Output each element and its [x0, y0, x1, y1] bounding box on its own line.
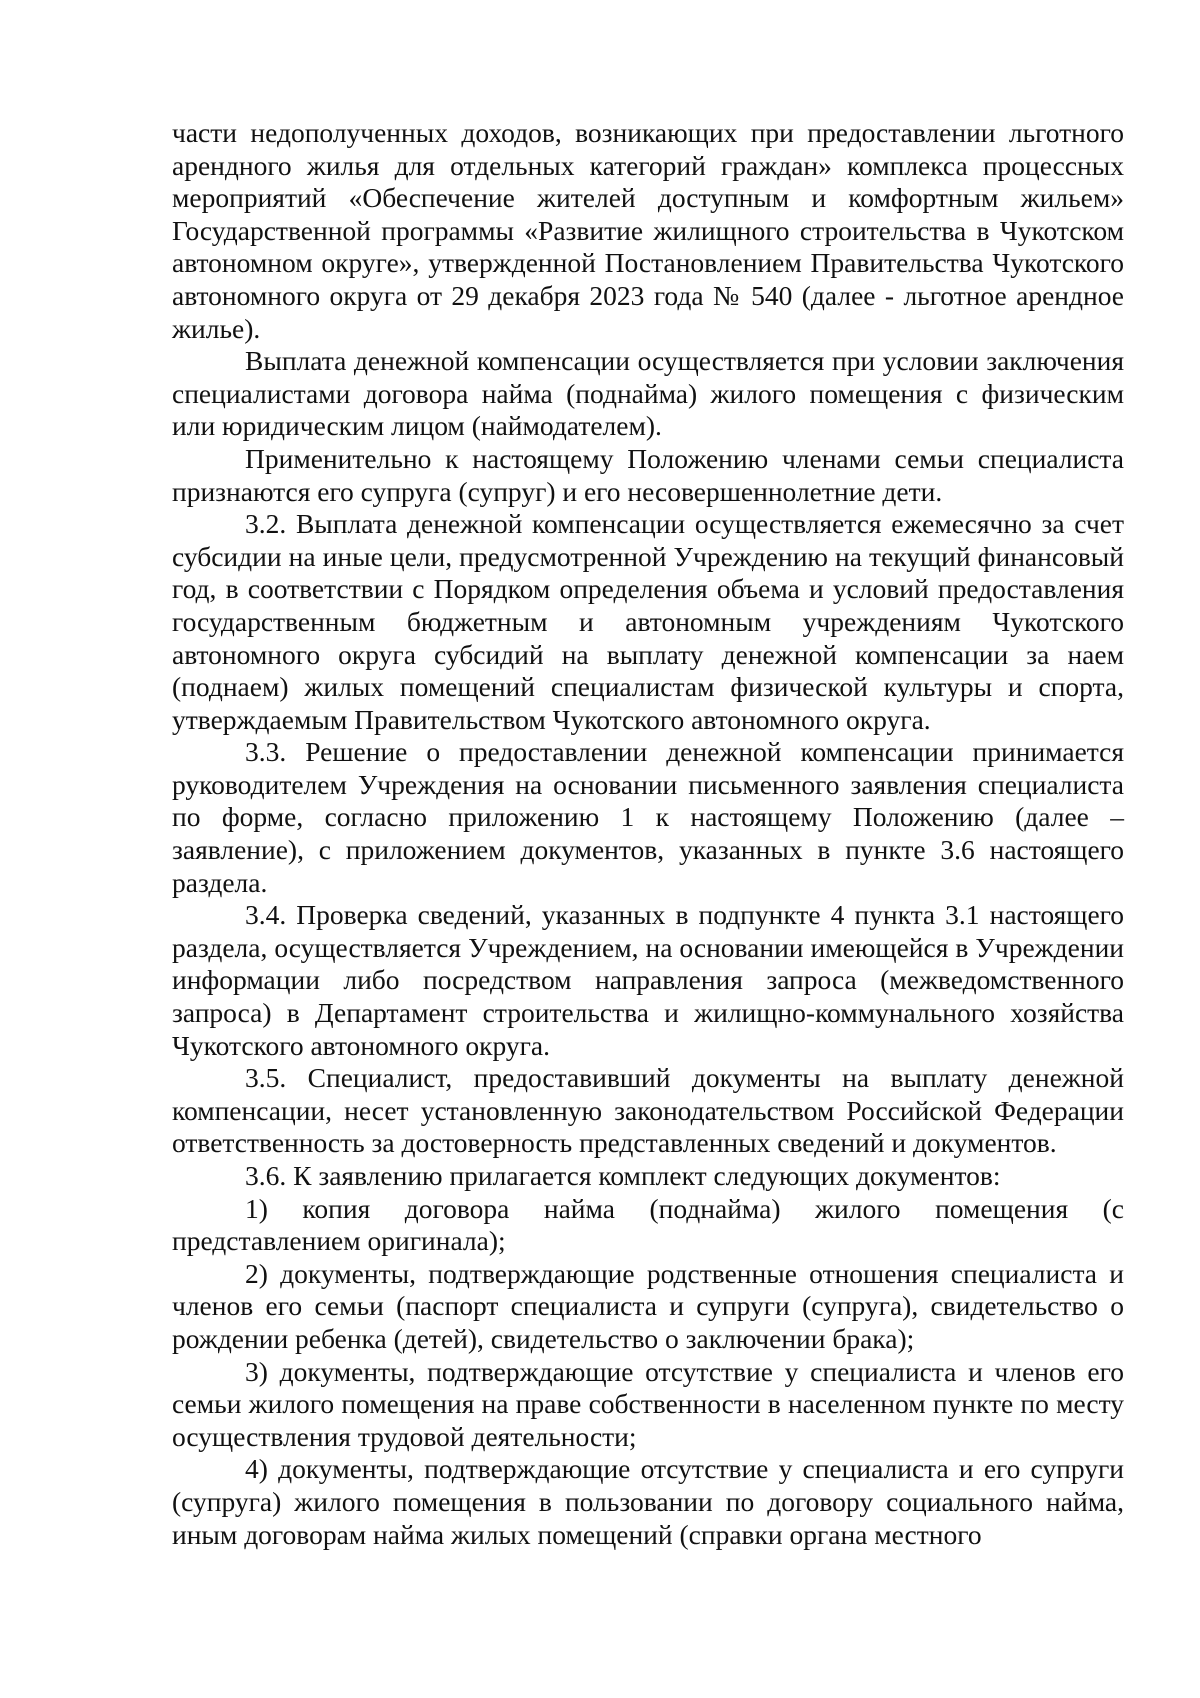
list-item-2: 2) документы, подтверждающие родственные отношения специалиста и членов его семьи (паспорт специалиста и супруги (супруга), свидетельство о рождении ребенка (детей), свидетельство о заключении брака);: [172, 1257, 1124, 1354]
list-item-1: 1) копия договора найма (поднайма) жилого помещения (с представлением оригинала);: [172, 1192, 1124, 1257]
paragraph-3-2: 3.2. Выплата денежной компенсации осуществляется ежемесячно за счет субсидии на иные цели, предусмотренной Учреждению на текущий финансовый год, в соответствии с Порядком определения объема и условий предоставления государственным бюджетным и автономным учреждениям Чукотского автономного округа субсидий на выплату денежной компенсации за наем (поднаем) жилых помещений специалистам физической культуры и спорта, утверждаемым Правительством Чукотского автономного округа.: [172, 508, 1124, 735]
document-page: [172, 117, 1124, 1551]
list-item-3: 3) документы, подтверждающие отсутствие у специалиста и членов его семьи жилого помещения на праве собственности в населенном пункте по месту осуществления трудовой деятельности;: [172, 1355, 1124, 1452]
paragraph-3-3: 3.3. Решение о предоставлении денежной компенсации принимается руководителем Учреждения на основании письменного заявления специалиста по форме, согласно приложению 1 к настоящему Положению (далее – заявление), с приложением документов, указанных в пункте 3.6 настоящего раздела.: [172, 736, 1124, 898]
list-item-4: 4) документы, подтверждающие отсутствие у специалиста и его супруги (супруга) жилого помещения в пользовании по договору социального найма, иным договорам найма жилых помещений (справки органа местного: [172, 1453, 1124, 1550]
paragraph-3-4: 3.4. Проверка сведений, указанных в подпункте 4 пункта 3.1 настоящего раздела, осуществляется Учреждением, на основании имеющейся в Учреждении информации либо посредством направления запроса (межведомственного запроса) в Департамент строительства и жилищно-коммунального хозяйства Чукотского автономного округа.: [172, 899, 1124, 1061]
paragraph-continuation: части недополученных доходов, возникающих при предоставлении льготного арендного жилья для отдельных категорий граждан» комплекса процессных мероприятий «Обеспечение жителей доступным и комфортным жильем» Государственной программы «Развитие жилищного строительства в Чукотском автономном округе», утвержденной Постановлением Правительства Чукотского автономного округа от 29 декабря 2023 года № 540 (далее - льготное арендное жилье).: [172, 117, 1124, 344]
paragraph-compensation-condition: Выплата денежной компенсации осуществляется при условии заключения специалистами договора найма (поднайма) жилого помещения с физическим или юридическим лицом (наймодателем).: [172, 345, 1124, 442]
paragraph-3-5: 3.5. Специалист, предоставивший документы на выплату денежной компенсации, несет установленную законодательством Российской Федерации ответственность за достоверность представленных сведений и документов.: [172, 1062, 1124, 1159]
paragraph-3-6: 3.6. К заявлению прилагается комплект следующих документов:: [245, 1160, 1001, 1191]
paragraph-family-members: Применительно к настоящему Положению членами семьи специалиста признаются его супруга (супруг) и его несовершеннолетние дети.: [172, 442, 1124, 507]
